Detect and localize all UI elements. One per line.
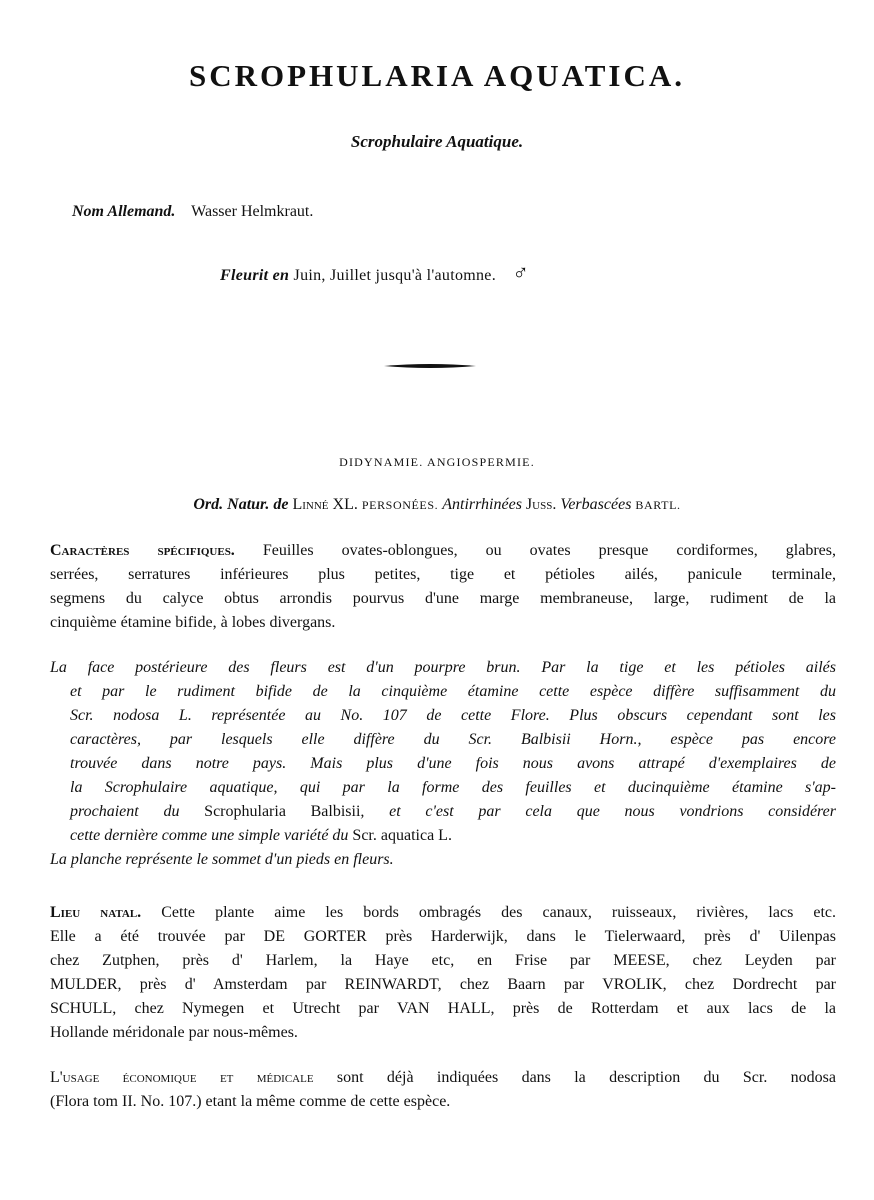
usage-paragraph: [50, 1066, 836, 1114]
natural-order-line: [0, 496, 874, 514]
text-line: serrées, serratures inférieures plus petites, tige et pétioles ailés, panicule terminale,: [50, 566, 836, 583]
order-author-juss: Juss.: [525, 496, 557, 513]
habitat-paragraph: [50, 901, 836, 1045]
text-line: (Flora tom II. No. 107.) etant la même comme de cette espèce.: [50, 1093, 451, 1110]
text-line: La planche représente le sommet d'un pieds en fleurs.: [50, 851, 394, 868]
text-line: la Scrophulaire aquatique, qui par la forme des feuilles et ducinquième étamine s'ap-: [70, 779, 836, 796]
text-line: Caractères spécifiques. Feuilles ovates-oblongues, ou ovates presque cordiformes, glabres,: [50, 542, 836, 559]
order-tribe-juss: Antirrhinées: [442, 496, 522, 513]
text-line: Hollande méridonale par nous-mêmes.: [50, 1024, 298, 1041]
remark-paragraph: [50, 656, 836, 872]
order-label: Ord. Natur. de: [193, 496, 289, 513]
order-author-bartl: BARTL.: [635, 498, 681, 512]
german-name-label: Nom Allemand.: [72, 203, 176, 220]
text-line: MULDER, près d' Amsterdam par REINWARDT, chez Baarn par VROLIK, chez Dordrecht par: [50, 976, 836, 993]
text-line: cinquième étamine bifide, à lobes divergans.: [50, 614, 336, 631]
text-line: prochaient du Scrophularia Balbisii, et c'est par cela que nous vondrions considérer: [70, 803, 837, 820]
text-line: et par le rudiment bifide de la cinquième étamine cette espèce diffère suffisamment du: [70, 683, 836, 700]
page-title: SCROPHULARIA AQUATICA.: [188, 58, 686, 93]
text-line: SCHULL, chez Nymegen et Utrecht par VAN HALL, près de Rotterdam et aux lacs de la: [50, 1000, 836, 1017]
order-family: PERSONÉES.: [361, 498, 439, 512]
text-line: chez Zutphen, près d' Harlem, la Haye etc, en Frise par MEESE, chez Leyden par: [50, 952, 836, 969]
decorative-rule: [384, 363, 476, 369]
male-symbol-icon: ♂: [512, 260, 530, 285]
text-line: La face postérieure des fleurs est d'un pourpre brun. Par la tige et les pétioles ailés: [50, 659, 836, 676]
text-line: Lieu natal. Cette plante aime les bords ombragés des canaux, ruisseaux, rivières, lacs etc.: [50, 904, 837, 921]
text-line: Scr. nodosa L. représentée au No. 107 de cette Flore. Plus obscurs cependant sont les: [70, 707, 836, 724]
order-linne: Linné XL.: [292, 496, 358, 513]
classification: DIDYNAMIE. ANGIOSPERMIE.: [339, 455, 535, 469]
text-line: trouvée dans notre pays. Mais plus d'une fois nous avons attrapé d'exemplaires de: [70, 755, 836, 772]
flowering-text: Juin, Juillet jusqu'à l'automne.: [293, 267, 497, 284]
flowering-label: Fleurit en: [220, 267, 290, 284]
text-line: cette dernière comme une simple variété du Scr. aquatica L.: [70, 827, 452, 844]
german-name-value: Wasser Helmkraut.: [191, 203, 314, 220]
german-name-line: [72, 203, 313, 221]
section-label: L'usage économique et médicale: [50, 1069, 314, 1086]
section-label: Caractères spécifiques.: [50, 542, 235, 559]
section-label: Lieu natal.: [50, 904, 142, 921]
text-line: Elle a été trouvée par DE GORTER près Harderwijk, dans le Tielerwaard, près d' Uilenpas: [50, 928, 836, 945]
flowering-line: [220, 260, 529, 286]
page-subtitle: Scrophulaire Aquatique.: [350, 132, 524, 151]
text-line: L'usage économique et médicale sont déjà indiquées dans la description du Scr. nodosa: [50, 1069, 837, 1086]
text-line: segmens du calyce obtus arrondis pourvus d'une marge membraneuse, large, rudiment de la: [50, 590, 836, 607]
specific-characters-paragraph: [50, 539, 836, 635]
text-line: caractères, par lesquels elle diffère du Scr. Balbisii Horn., espèce pas encore: [70, 731, 836, 748]
order-tribe-bartl: Verbascées: [560, 496, 632, 513]
